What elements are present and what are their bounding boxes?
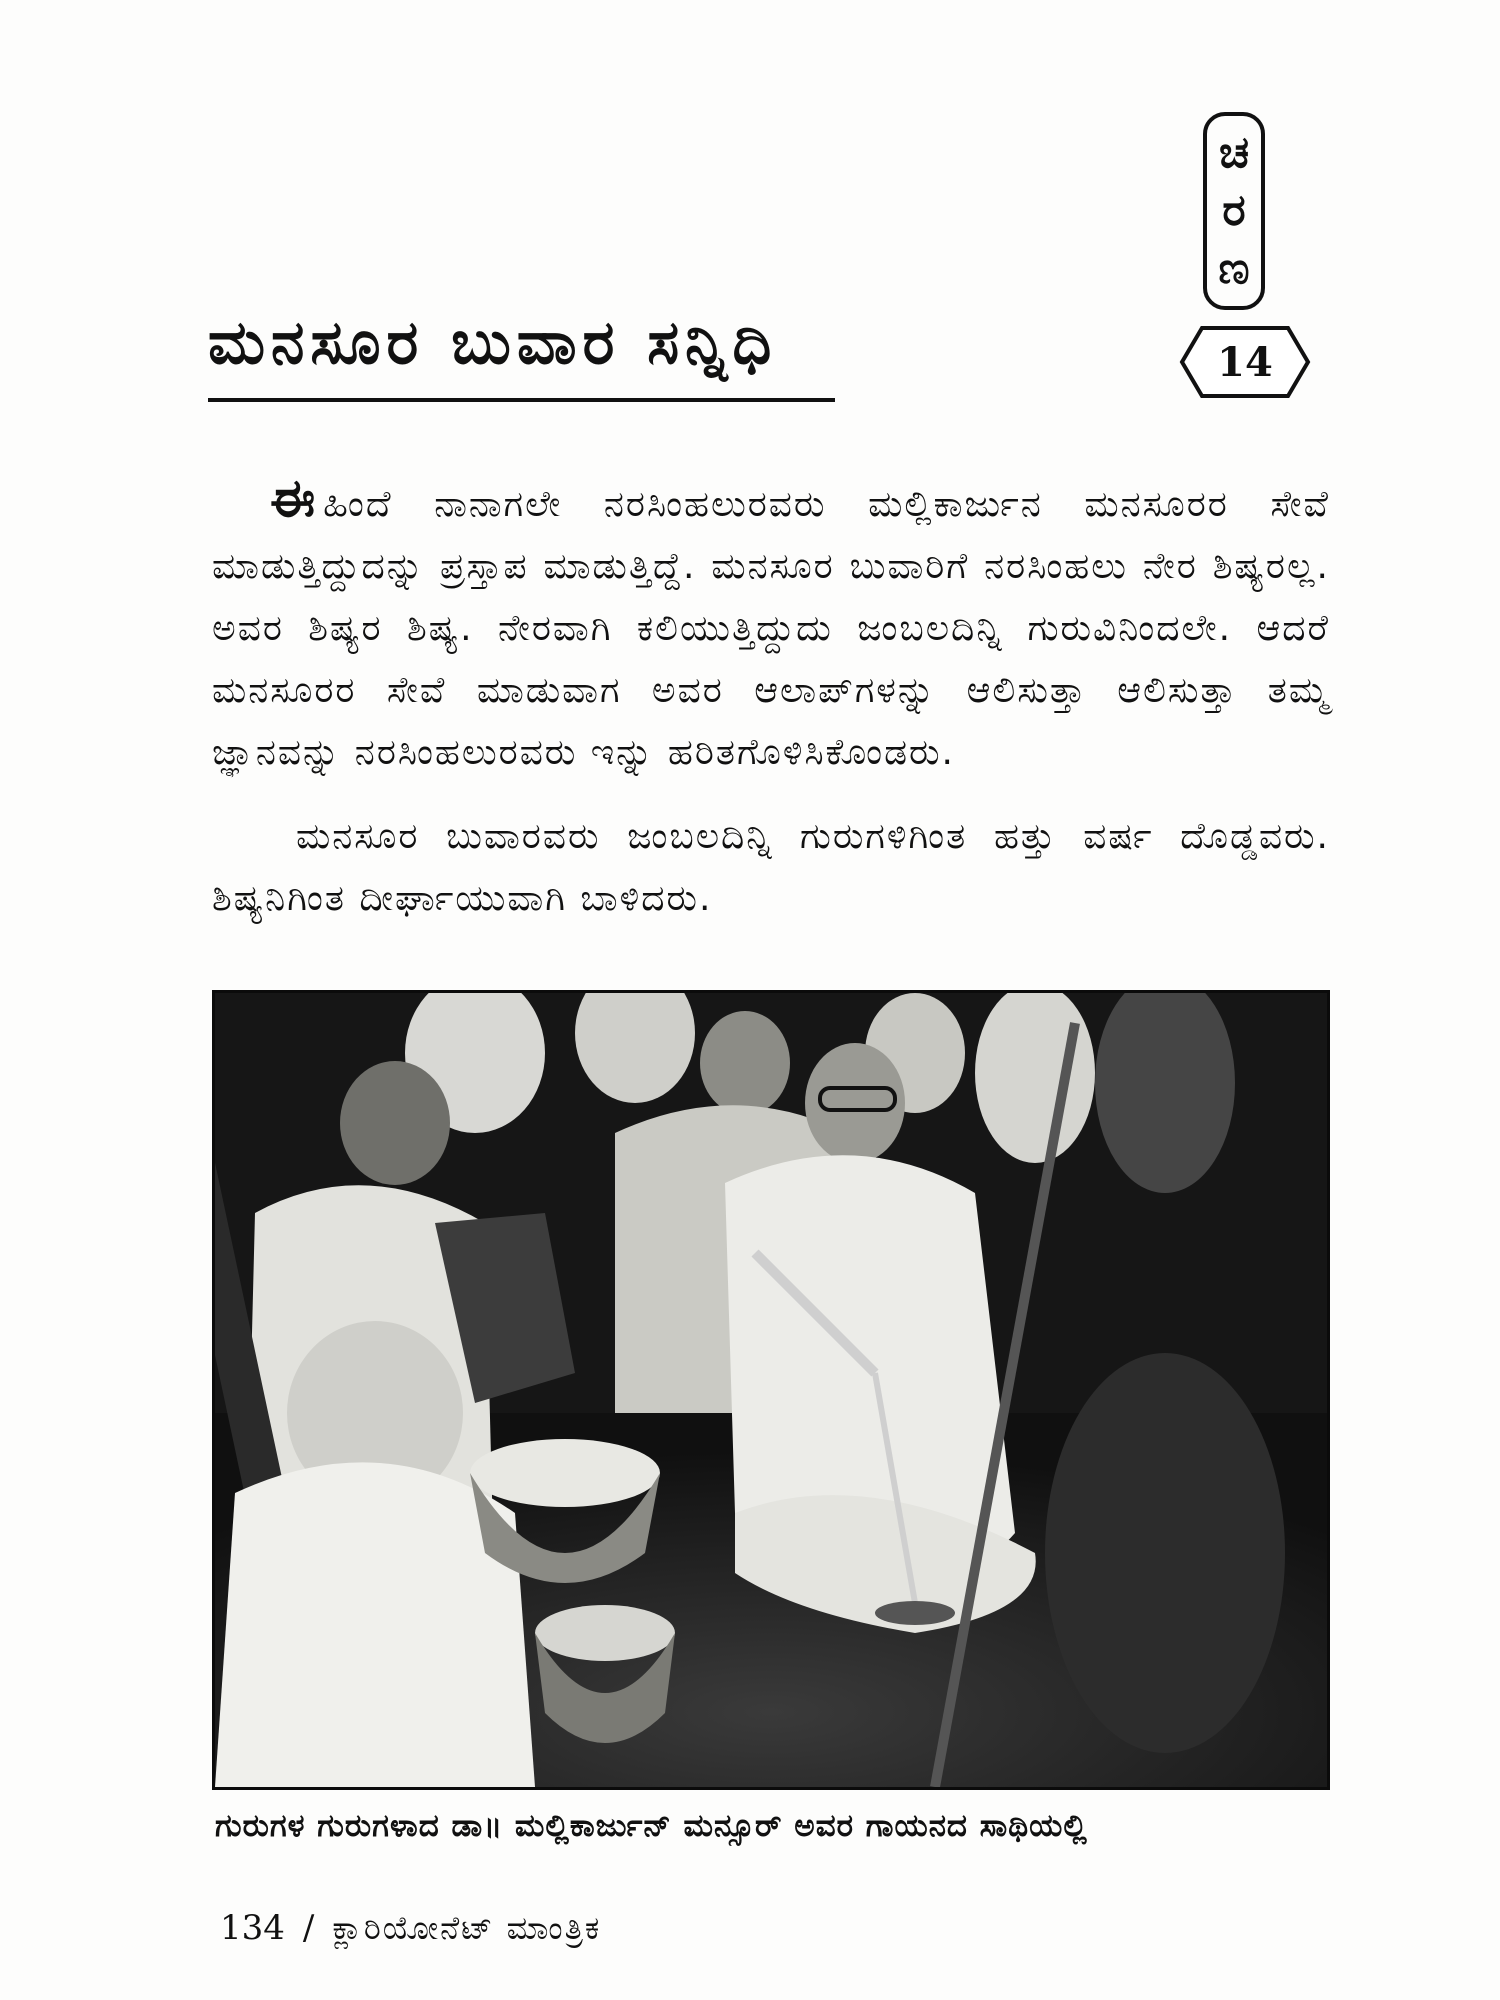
- title-underline: [208, 398, 835, 402]
- chapter-badge: [1178, 112, 1298, 402]
- chapter-word-letter: ರ: [1222, 185, 1246, 236]
- chapter-number: 14: [1217, 338, 1273, 386]
- paragraph-1: [212, 468, 1330, 784]
- chapter-word-letter: ಣ: [1218, 243, 1250, 294]
- concert-photo: [212, 990, 1330, 1790]
- chapter-word-box: [1203, 112, 1265, 310]
- chapter-number-badge: [1178, 324, 1312, 400]
- page-footer: [220, 1908, 601, 1948]
- body-text: [212, 468, 1330, 952]
- book-title: ಕ್ಲಾರಿಯೋನೆಟ್ ಮಾಂತ್ರಿಕ: [332, 1909, 602, 1947]
- drop-cap: ಈ: [270, 469, 318, 529]
- chapter-word-letter: ಚ: [1218, 127, 1250, 178]
- paragraph-1-text: ಹಿಂದೆ ನಾನಾಗಲೇ ನರಸಿಂಹಲುರವರು ಮಲ್ಲಿಕಾರ್ಜುನ ಮನಸೂರರ ಸೇವೆ ಮಾಡುತ್ತಿದ್ದುದನ್ನು ಪ್ರಸ್ತಾಪ ಮಾಡುತ್ತಿದ್ದೆ. ಮನಸೂರ ಬುವಾರಿಗೆ ನರಸಿಂಹಲು ನೇರ ಶಿಷ್ಯರಲ್ಲ. ಅವರ ಶಿಷ್ಯರ ಶಿಷ್ಯ. ನೇರವಾಗಿ ಕಲಿಯುತ್ತಿದ್ದುದು ಜಂಬಲದಿನ್ನಿ ಗುರುವಿನಿಂದಲೇ. ಆದರೆ ಮನಸೂರರ ಸೇವೆ ಮಾಡುವಾಗ ಅವರ ಆಲಾಪ್‌ಗಳನ್ನು ಆಲಿಸುತ್ತಾ ಆಲಿಸುತ್ತಾ ತಮ್ಮ ಜ್ಞಾನವನ್ನು ನರಸಿಂಹಲುರವರು ಇನ್ನು ಹರಿತಗೊಳಿಸಿಕೊಂಡರು.: [212, 484, 1331, 773]
- paragraph-2: ಮನಸೂರ ಬುವಾರವರು ಜಂಬಲದಿನ್ನಿ ಗುರುಗಳಿಗಿಂತ ಹತ್ತು ವರ್ಷ ದೊಡ್ಡವರು. ಶಿಷ್ಯನಿಗಿಂತ ದೀರ್ಘಾಯುವಾಗಿ ಬಾಳಿದರು.: [212, 816, 1330, 919]
- footer-separator: /: [302, 1908, 315, 1948]
- photo-caption: ಗುರುಗಳ ಗುರುಗಳಾದ ಡಾ॥ ಮಲ್ಲಿಕಾರ್ಜುನ್ ಮನ್ಸೂರ್ ಅವರ ಗಾಯನದ ಸಾಥಿಯಲ್ಲಿ: [215, 1808, 1088, 1844]
- concert-photo-illustration: [215, 993, 1327, 1787]
- page-number: 134: [220, 1908, 285, 1948]
- chapter-title: ಮನಸೂರ ಬುವಾರ ಸನ್ನಿಧಿ: [208, 308, 778, 378]
